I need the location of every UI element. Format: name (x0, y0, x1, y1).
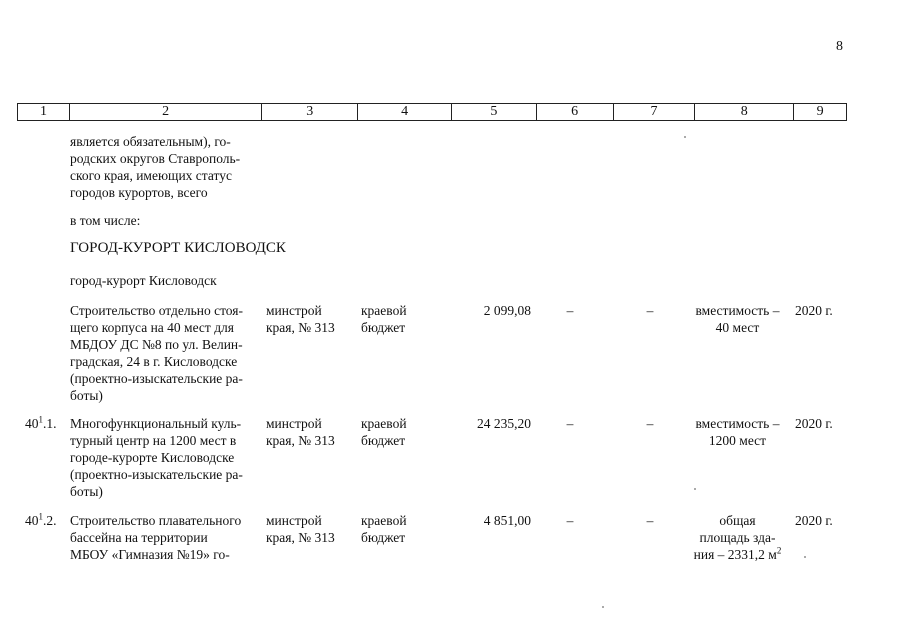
project-name: Многофункциональный куль- турный центр на 1200 мест в городе-курорте Кисловодске (проектно-изыскательские ра- боты) (70, 416, 243, 499)
scan-speck (694, 488, 696, 490)
header-col-8: 8 (695, 104, 794, 120)
capacity-cell: вместимость – 40 мест (695, 303, 780, 335)
year-cell: 2020 г. (795, 303, 833, 318)
continuation-text: является обязательным), го- родских округов Ставрополь- ского края, имеющих статус городов курортов, всего (70, 134, 241, 200)
project-name: Строительство отдельно стоя- щего корпуса на 40 мест для МБДОУ ДС №8 по ул. Велин- градская, 24 в г. Кисловодске (проектно-изыскательские ра- боты) (70, 303, 244, 403)
including-label: в том числе: (70, 213, 141, 228)
header-col-5: 5 (452, 104, 537, 120)
customer-cell: минстрой края, № 313 (266, 416, 335, 448)
table-header-row (17, 103, 847, 121)
amount-cell: 4 851,00 (483, 513, 531, 528)
capacity-cell: общая площадь зда- ния – 2331,2 $м^2$ (693, 513, 782, 562)
header-col-4: 4 (358, 104, 452, 120)
scan-speck (684, 136, 686, 138)
customer-cell: минстрой края, № 313 (266, 513, 335, 545)
funding-source-cell: краевой бюджет (361, 303, 407, 335)
city-subheading: город-курорт Кисловодск (70, 273, 217, 288)
project-name: Строительство плавательного бассейна на территории МБОУ «Гимназия №19» го- (70, 513, 242, 562)
header-col-6: 6 (537, 104, 614, 120)
col7-cell: – (646, 513, 654, 528)
col6-cell: – (566, 303, 574, 318)
amount-cell: 24 235,20 (477, 416, 531, 431)
col6-cell: – (566, 416, 574, 431)
col7-cell: – (646, 416, 654, 431)
col7-cell: – (646, 303, 654, 318)
row-number: $40^1.2$. (25, 511, 57, 528)
row-number: $40^1.1$. (25, 414, 57, 431)
funding-source-cell: краевой бюджет (361, 513, 407, 545)
scan-speck (804, 556, 806, 558)
scan-speck (602, 606, 604, 608)
city-heading: ГОРОД-КУРОРТ КИСЛОВОДСК (70, 240, 286, 256)
col6-cell: – (566, 513, 574, 528)
funding-source-cell: краевой бюджет (361, 416, 407, 448)
header-col-7: 7 (614, 104, 696, 120)
capacity-cell: вместимость – 1200 мест (695, 416, 780, 448)
header-col-1: 1 (18, 104, 70, 120)
year-cell: 2020 г. (795, 513, 833, 528)
customer-cell: минстрой края, № 313 (266, 303, 335, 335)
header-col-9: 9 (816, 104, 824, 119)
amount-cell: 2 099,08 (483, 303, 531, 318)
header-col-2: 2 (70, 104, 263, 120)
year-cell: 2020 г. (795, 416, 833, 431)
header-col-3: 3 (262, 104, 358, 120)
page-number: 8 (836, 39, 843, 54)
